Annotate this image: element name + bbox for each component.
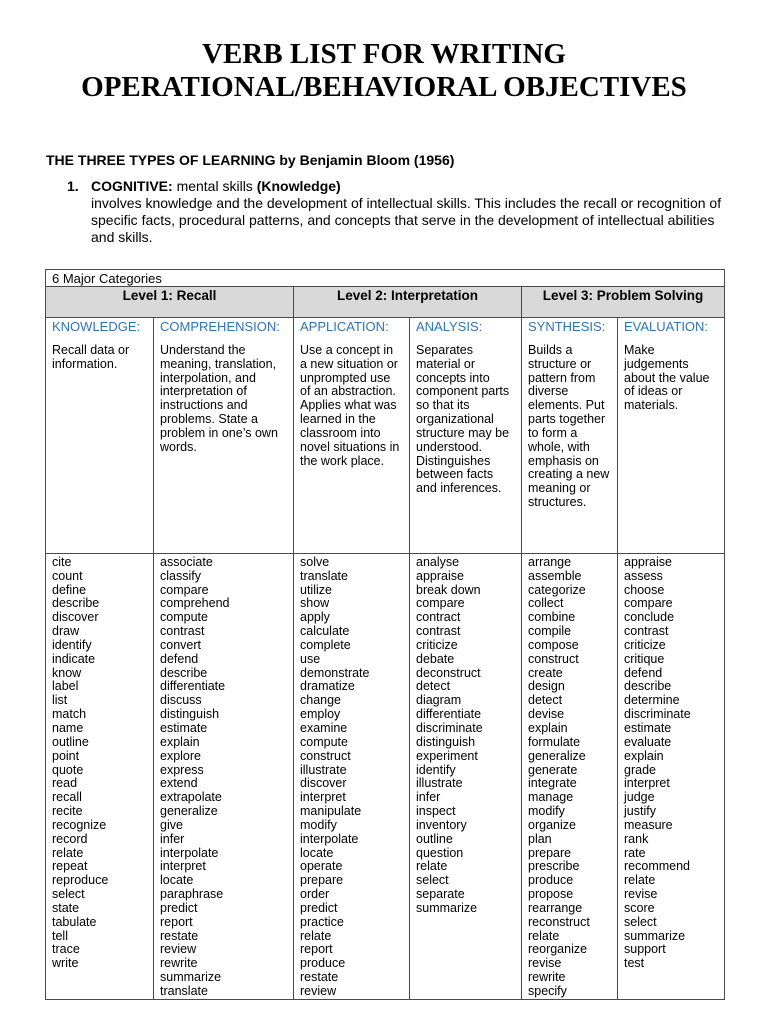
- verb-item: report: [160, 914, 193, 929]
- verb-item: interpret: [624, 776, 670, 791]
- category-name-evaluation: EVALUATION:: [618, 318, 725, 344]
- verb-item: critique: [624, 651, 665, 666]
- item-heading: [91, 178, 727, 195]
- category-name-comprehension: COMPREHENSION:: [154, 318, 294, 344]
- verb-item: review: [300, 984, 337, 998]
- verb-item: infer: [160, 831, 185, 846]
- level-header-1: Level 1: Recall: [46, 287, 294, 318]
- item-label: COGNITIVE:: [91, 178, 173, 194]
- verb-item: locate: [300, 845, 334, 860]
- verb-item: explain: [528, 720, 568, 735]
- verb-item: criticize: [624, 637, 666, 652]
- verb-item: state: [52, 900, 80, 915]
- category-name-knowledge: KNOWLEDGE:: [46, 318, 154, 344]
- verb-item: discover: [300, 776, 347, 791]
- verb-item: reorganize: [528, 942, 588, 957]
- verb-item: outline: [52, 734, 89, 749]
- verb-item: select: [624, 914, 657, 929]
- verb-item: draw: [52, 624, 80, 639]
- verb-item: point: [52, 748, 80, 763]
- verb-item: appraise: [624, 554, 672, 569]
- verb-item: grade: [624, 762, 656, 777]
- verb-item: employ: [300, 707, 341, 722]
- verb-item: quote: [52, 762, 84, 777]
- verb-item: manage: [528, 790, 574, 805]
- verb-item: identify: [416, 762, 456, 777]
- verb-item: assemble: [528, 568, 582, 583]
- verb-item: contrast: [624, 624, 669, 639]
- category-definition-knowledge: Recall data or information.: [46, 344, 154, 554]
- verb-item: generate: [528, 762, 578, 777]
- verb-item: select: [52, 887, 85, 902]
- verb-item: calculate: [300, 624, 350, 639]
- verb-item: discriminate: [416, 720, 483, 735]
- verb-item: support: [624, 942, 666, 957]
- verb-item: tabulate: [52, 914, 97, 929]
- verb-item: translate: [300, 568, 348, 583]
- verb-item: dramatize: [300, 679, 355, 694]
- verb-item: diagram: [416, 693, 462, 708]
- level-header-3: Level 3: Problem Solving: [522, 287, 725, 318]
- verb-item: translate: [160, 984, 208, 998]
- title-line-1: VERB LIST FOR WRITING: [202, 38, 566, 70]
- verb-list-analysis: [410, 553, 522, 999]
- verb-item: write: [52, 956, 79, 971]
- verb-item: tell: [52, 928, 68, 943]
- verb-item: recommend: [624, 859, 690, 874]
- category-name-application: APPLICATION:: [294, 318, 410, 344]
- verb-item: utilize: [300, 582, 332, 597]
- verb-item: describe: [160, 665, 208, 680]
- verb-item: conclude: [624, 610, 675, 625]
- verb-item: extend: [160, 776, 198, 791]
- verb-item: estimate: [160, 720, 208, 735]
- verb-item: propose: [528, 887, 574, 902]
- table-caption: 6 Major Categories: [46, 270, 725, 287]
- item-text: mental skills: [176, 178, 253, 194]
- verb-item: relate: [624, 873, 656, 888]
- verb-item: revise: [528, 956, 562, 971]
- item-number: 1.: [67, 178, 79, 194]
- verb-item: distinguish: [160, 707, 220, 722]
- verb-item: restate: [300, 970, 339, 985]
- verb-item: analyse: [416, 554, 460, 569]
- verb-item: examine: [300, 720, 348, 735]
- verb-item: describe: [52, 596, 100, 611]
- verb-item: practice: [300, 914, 344, 929]
- verb-item: detect: [528, 693, 563, 708]
- category-definition-evaluation: Make judgements about the value of ideas or materials.: [618, 344, 725, 554]
- verb-item: generalize: [528, 748, 586, 763]
- verb-item: cite: [52, 554, 72, 569]
- verb-item: separate: [416, 887, 465, 902]
- verb-item: give: [160, 817, 183, 832]
- verb-item: defend: [160, 651, 199, 666]
- verb-item: plan: [528, 831, 552, 846]
- verb-item: contrast: [160, 624, 205, 639]
- verb-item: illustrate: [416, 776, 463, 791]
- verb-item: discriminate: [624, 707, 691, 722]
- verb-item: rate: [624, 845, 646, 860]
- verb-item: compile: [528, 624, 572, 639]
- verb-list-evaluation: [618, 553, 725, 999]
- verb-item: discover: [52, 610, 99, 625]
- verb-item: modify: [300, 817, 337, 832]
- verb-item: express: [160, 762, 204, 777]
- verb-item: inspect: [416, 804, 456, 819]
- verb-item: trace: [52, 942, 80, 957]
- verb-item: relate: [528, 928, 560, 943]
- verb-item: recall: [52, 790, 82, 805]
- verb-item: name: [52, 720, 84, 735]
- verb-item: choose: [624, 582, 665, 597]
- verb-item: demonstrate: [300, 665, 370, 680]
- verb-item: arrange: [528, 554, 572, 569]
- verb-item: summarize: [416, 900, 478, 915]
- verb-item: judge: [624, 790, 655, 805]
- verb-item: test: [624, 956, 645, 971]
- document-title: [0, 38, 768, 104]
- verb-item: manipulate: [300, 804, 362, 819]
- verb-item: interpret: [160, 859, 206, 874]
- verb-item: defend: [624, 665, 663, 680]
- verb-item: produce: [528, 873, 574, 888]
- verb-item: define: [52, 582, 87, 597]
- verb-item: integrate: [528, 776, 577, 791]
- verb-item: break down: [416, 582, 481, 597]
- verb-item: count: [52, 568, 83, 583]
- verb-item: modify: [528, 804, 565, 819]
- verb-item: discuss: [160, 693, 202, 708]
- verb-item: predict: [300, 900, 338, 915]
- verb-item: explain: [160, 734, 200, 749]
- category-definition-analysis: Separates material or concepts into component parts so that its organizational structure may be understood. Distinguishes between facts and inferences.: [410, 344, 522, 554]
- verb-item: compute: [160, 610, 208, 625]
- item-emphasis: (Knowledge): [256, 178, 341, 194]
- verb-item: outline: [416, 831, 453, 846]
- verb-item: convert: [160, 637, 201, 652]
- verb-item: extrapolate: [160, 790, 222, 805]
- verb-item: differentiate: [160, 679, 226, 694]
- verb-item: report: [300, 942, 333, 957]
- verb-item: revise: [624, 887, 658, 902]
- category-definition-synthesis: Builds a structure or pattern from diverse elements. Put parts together to form a whole, with emphasis on creating a new meaning or structures.: [522, 344, 618, 554]
- verb-item: reconstruct: [528, 914, 590, 929]
- category-definition-comprehension: Understand the meaning, translation, interpolation, and interpretation of instructions and problems. State a problem in one’s own words.: [154, 344, 294, 554]
- verb-item: construct: [528, 651, 579, 666]
- verb-item: create: [528, 665, 563, 680]
- verb-item: combine: [528, 610, 576, 625]
- verb-item: compute: [300, 734, 348, 749]
- verb-item: assess: [624, 568, 663, 583]
- verb-item: estimate: [624, 720, 672, 735]
- verb-item: interpret: [300, 790, 346, 805]
- verb-item: measure: [624, 817, 673, 832]
- verb-item: solve: [300, 554, 330, 569]
- verb-item: question: [416, 845, 464, 860]
- category-name-synthesis: SYNTHESIS:: [522, 318, 618, 344]
- verb-item: identify: [52, 637, 92, 652]
- verb-item: review: [160, 942, 197, 957]
- verb-item: rewrite: [160, 956, 198, 971]
- verb-item: specify: [528, 984, 567, 998]
- verb-item: indicate: [52, 651, 96, 666]
- verb-item: repeat: [52, 859, 88, 874]
- verb-item: deconstruct: [416, 665, 481, 680]
- verb-item: recognize: [52, 817, 107, 832]
- verb-item: design: [528, 679, 565, 694]
- verb-item: debate: [416, 651, 455, 666]
- verb-item: predict: [160, 900, 198, 915]
- verb-item: detect: [416, 679, 451, 694]
- verb-item: compare: [624, 596, 673, 611]
- verb-item: explore: [160, 748, 201, 763]
- verb-item: inventory: [416, 817, 467, 832]
- section-heading: THE THREE TYPES OF LEARNING by Benjamin Bloom (1956): [46, 152, 455, 168]
- verb-item: classify: [160, 568, 201, 583]
- verb-item: construct: [300, 748, 351, 763]
- verb-item: interpolate: [300, 831, 359, 846]
- verb-item: criticize: [416, 637, 458, 652]
- verb-item: use: [300, 651, 321, 666]
- verb-item: rewrite: [528, 970, 566, 985]
- verb-item: associate: [160, 554, 213, 569]
- title-line-2: OPERATIONAL/BEHAVIORAL OBJECTIVES: [81, 71, 687, 103]
- verb-item: experiment: [416, 748, 478, 763]
- verb-item: change: [300, 693, 342, 708]
- learning-type-item: [67, 178, 727, 246]
- item-description: involves knowledge and the development of intellectual skills. This includes the recall or recognition of specific facts, procedural patterns, and concepts that serve in the development of intellectual abilities and skills.: [91, 195, 722, 245]
- verb-list-comprehension: [154, 553, 294, 999]
- verb-item: compare: [416, 596, 465, 611]
- verb-list-synthesis: [522, 553, 618, 999]
- verb-item: distinguish: [416, 734, 476, 749]
- verb-item: describe: [624, 679, 672, 694]
- verb-item: evaluate: [624, 734, 672, 749]
- verb-table: [45, 269, 725, 1000]
- verb-item: operate: [300, 859, 343, 874]
- verb-item: prepare: [528, 845, 572, 860]
- verb-item: order: [300, 887, 330, 902]
- verb-item: contract: [416, 610, 461, 625]
- verb-item: read: [52, 776, 78, 791]
- verb-item: reproduce: [52, 873, 109, 888]
- verb-item: relate: [416, 859, 448, 874]
- verb-item: apply: [300, 610, 330, 625]
- verb-item: rank: [624, 831, 649, 846]
- verb-item: infer: [416, 790, 441, 805]
- verb-item: formulate: [528, 734, 581, 749]
- verb-item: paraphrase: [160, 887, 224, 902]
- verb-list-knowledge: [46, 553, 154, 999]
- verb-item: prescribe: [528, 859, 580, 874]
- verb-item: label: [52, 679, 79, 694]
- verb-item: collect: [528, 596, 564, 611]
- verb-item: relate: [52, 845, 84, 860]
- verb-item: generalize: [160, 804, 218, 819]
- verb-item: appraise: [416, 568, 464, 583]
- verb-item: score: [624, 900, 655, 915]
- verb-item: match: [52, 707, 87, 722]
- verb-item: restate: [160, 928, 199, 943]
- verb-item: comprehend: [160, 596, 230, 611]
- verb-item: summarize: [624, 928, 686, 943]
- verb-item: interpolate: [160, 845, 219, 860]
- verb-item: compare: [160, 582, 209, 597]
- category-name-analysis: ANALYSIS:: [410, 318, 522, 344]
- verb-item: differentiate: [416, 707, 482, 722]
- verb-item: organize: [528, 817, 576, 832]
- verb-item: prepare: [300, 873, 344, 888]
- verb-item: list: [52, 693, 68, 708]
- verb-item: contrast: [416, 624, 461, 639]
- verb-item: categorize: [528, 582, 586, 597]
- verb-item: show: [300, 596, 330, 611]
- verb-item: relate: [300, 928, 332, 943]
- verb-item: recite: [52, 804, 83, 819]
- verb-list-application: [294, 553, 410, 999]
- verb-item: devise: [528, 707, 565, 722]
- verb-item: explain: [624, 748, 664, 763]
- verb-item: record: [52, 831, 88, 846]
- verb-item: illustrate: [300, 762, 347, 777]
- verb-item: complete: [300, 637, 351, 652]
- verb-item: summarize: [160, 970, 222, 985]
- verb-item: rearrange: [528, 900, 583, 915]
- verb-item: produce: [300, 956, 346, 971]
- verb-item: locate: [160, 873, 194, 888]
- verb-item: know: [52, 665, 82, 680]
- verb-item: justify: [624, 804, 656, 819]
- category-definition-application: Use a concept in a new situation or unprompted use of an abstraction. Applies what was learned in the classroom into novel situations in the work place.: [294, 344, 410, 554]
- verb-item: determine: [624, 693, 680, 708]
- verb-item: compose: [528, 637, 579, 652]
- verb-item: select: [416, 873, 449, 888]
- level-header-2: Level 2: Interpretation: [294, 287, 522, 318]
